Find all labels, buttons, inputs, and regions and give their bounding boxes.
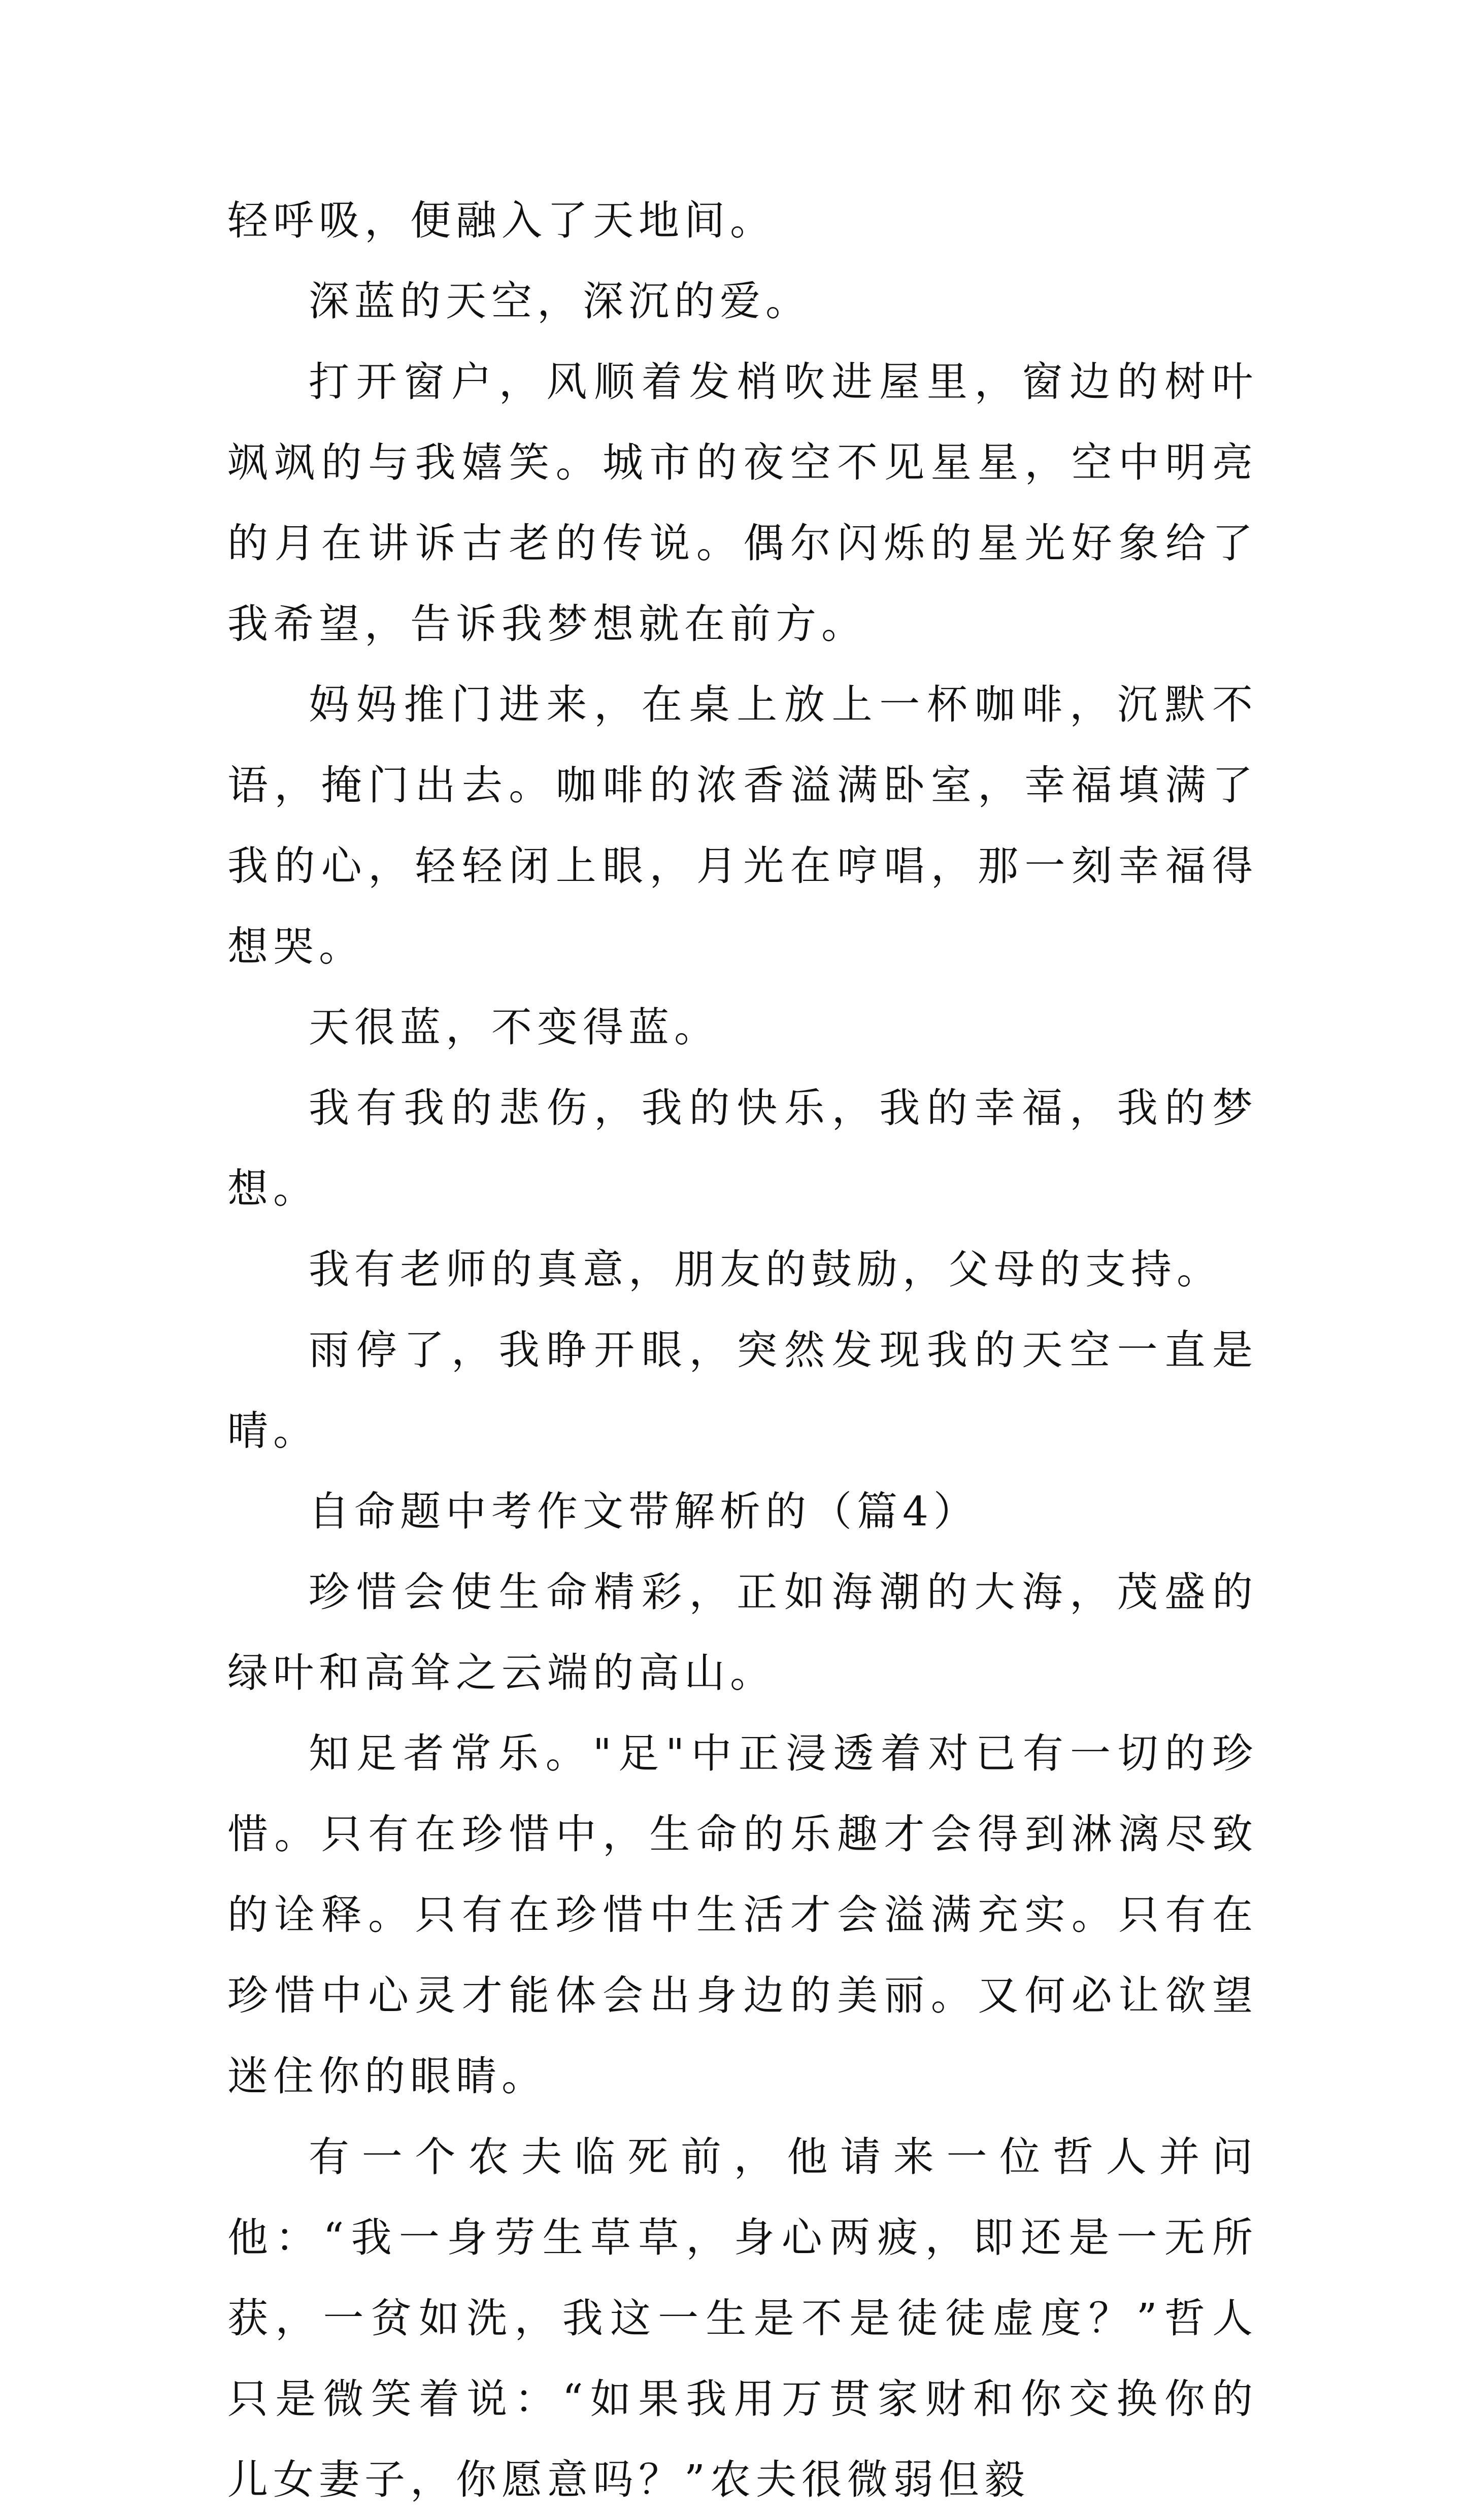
paragraph-3: 打开窗户，风顺着发梢吹进屋里，窗边的树叶飒飒的与我嬉笑。城市的夜空不见星星，空中明亮的月在讲诉古老的传说。偶尔闪烁的星光好象给了我希望，告诉我梦想就在前方。 [227, 358, 1258, 648]
paragraph-4: 妈妈推门进来，在桌上放上一杯咖啡，沉默不语，掩门出去。咖啡的浓香溢满卧室，幸福填满了我的心，轻轻闭上眼，月光在哼唱，那一刻幸福得想哭。 [227, 681, 1258, 970]
paragraph-5: 天很蓝，不变得蓝。 [309, 1004, 720, 1051]
section-heading: 自命题中考作文带解析的（篇4） [309, 1488, 979, 1535]
paragraph-8: 雨停了，我睁开眼，突然发现我的天空一直是晴。 [227, 1326, 1258, 1454]
paragraph-11: 知足者常乐。"足"中正浸透着对已有一切的珍惜。只有在珍惜中，生命的乐趣才会得到淋漓尽致的诠释。只有在珍惜中生活才会溢满充实。只有在珍惜中心灵才能体会出身边的美丽。又何必让欲望迷住你的眼睛。 [227, 1730, 1258, 2100]
paragraph-2: 深蓝的天空，深沉的爱。 [309, 278, 811, 325]
document-body [227, 180, 1258, 2520]
paragraph-7: 我有老师的真意，朋友的鼓励，父母的支持。 [309, 1246, 1222, 1293]
paragraph-6: 我有我的悲伤，我的快乐，我的幸福，我的梦想。 [227, 1084, 1258, 1212]
paragraph-1: 轻呼吸，便融入了天地间。 [227, 197, 776, 244]
paragraph-12: 有一个农夫临死前，他请来一位哲人并问他：“我一身劳生草草，身心两疲，即还是一无所获，一贫如洗，我这一生是不是徒徒虚度？”哲人只是微笑着说：“如果我用万贯家财和你交换你的儿女妻子，你愿意吗？”农夫很微弱但毅 [227, 2133, 1258, 2503]
paragraph-10: 珍惜会使生命精彩，正如海潮的大海，茂盛的绿叶和高耸之云端的高山。 [227, 1569, 1258, 1696]
